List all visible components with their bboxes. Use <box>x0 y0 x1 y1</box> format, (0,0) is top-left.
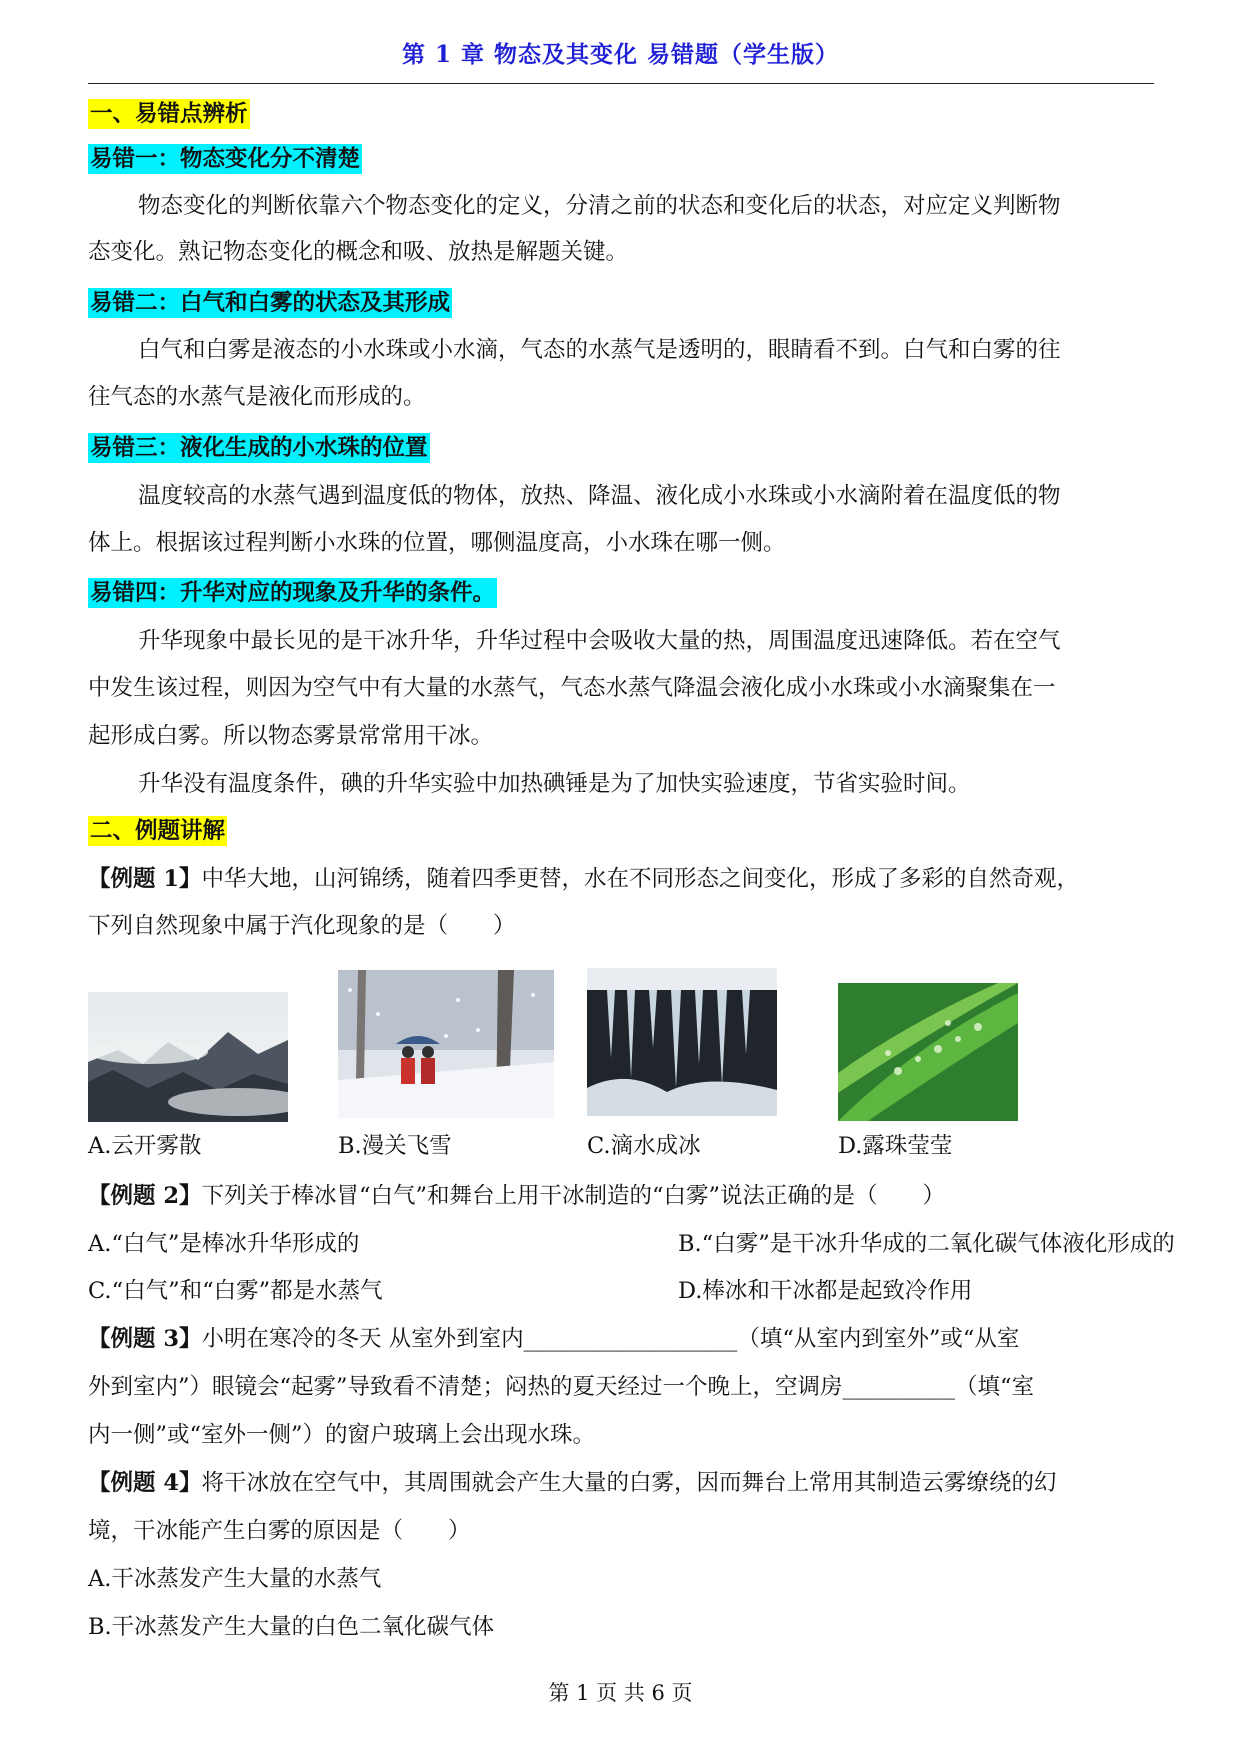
example-2-option-a: A.“白气”是棒冰升华形成的 <box>88 1231 360 1257</box>
point-1-text: 态变化。熟记物态变化的概念和吸、放热是解题关键。 <box>88 239 629 265</box>
page-footer: 第 1 页 共 6 页 <box>548 1681 693 1705</box>
example-1-option-b: B.漫关飞雪 <box>338 1133 452 1159</box>
example-2-option-b: B.“白雾”是干冰升华成的二氧化碳气体液化形成的 <box>678 1231 1175 1257</box>
point-2-text: 白气和白雾是液态的小水珠或小水滴，气态的水蒸气是透明的，眼睛看不到。白气和白雾的往 <box>138 337 1061 363</box>
point-2-text: 往气态的水蒸气是液化而形成的。 <box>88 384 426 410</box>
example-2-options-row <box>88 1228 1175 1260</box>
dewdrop-leaf-image <box>838 978 1018 1126</box>
point-3-text: 体上。根据该过程判断小水珠的位置，哪侧温度高，小水珠在哪一侧。 <box>88 530 786 556</box>
example-1-option-a: A.云开雾散 <box>88 1133 202 1159</box>
point-4-text: 起形成白雾。所以物态雾景常常用干冰。 <box>88 723 494 749</box>
point-1-text: 物态变化的判断依靠六个物态变化的定义，分清之前的状态和变化后的状态，对应定义判断物 <box>138 193 1061 219</box>
section-title-1: 一、易错点辨析 <box>90 101 248 127</box>
example-3-stem: 外到室内”）眼镜会“起雾”导致看不清楚；闷热的夏天经过一个晚上，空调房__________（填“室 <box>88 1374 1035 1400</box>
example-1-stem: 【例题 1】中华大地，山河锦绣，随着四季更替，水在不同形态之间变化，形成了多彩的自然奇观， <box>88 866 1080 892</box>
example-1-stem: 下列自然现象中属于汽化现象的是（ ） <box>88 913 516 939</box>
point-3-text: 温度较高的水蒸气遇到温度低的物体，放热、降温、液化成小水珠或小水滴附着在温度低的物 <box>138 483 1061 509</box>
example-2-stem: 【例题 2】下列关于棒冰冒“白气”和舞台上用干冰制造的“白雾”说法正确的是（ ） <box>88 1183 946 1209</box>
header-rule <box>88 83 1154 84</box>
cloud-mountain-image <box>88 983 288 1131</box>
point-4-text: 中发生该过程，则因为空气中有大量的水蒸气，气态水蒸气降温会液化成小水珠或小水滴聚集在一 <box>88 675 1056 701</box>
point-4-text: 升华现象中最长见的是干冰升华，升华过程中会吸收大量的热，周围温度迅速降低。若在空气 <box>138 628 1061 654</box>
example-3-stem: 内一侧”或“室外一侧”）的窗户玻璃上会出现水珠。 <box>88 1422 596 1448</box>
example-4-option-b: B.干冰蒸发产生大量的白色二氧化碳气体 <box>88 1614 495 1640</box>
example-4-stem: 境，干冰能产生白雾的原因是（ ） <box>88 1518 471 1544</box>
point-4-text: 升华没有温度条件，碘的升华实验中加热碘锤是为了加快实验速度，节省实验时间。 <box>138 771 971 797</box>
example-1-option-d: D.露珠莹莹 <box>838 1133 953 1159</box>
point-2-title: 易错二：白气和白雾的状态及其形成 <box>90 290 451 316</box>
page-header: 第 1 章 物态及其变化 易错题（学生版） <box>401 41 840 68</box>
point-4-title: 易错四：升华对应的现象及升华的条件。 <box>90 580 496 606</box>
point-3-title: 易错三：液化生成的小水珠的位置 <box>90 435 428 461</box>
example-2-options-row <box>88 1275 1154 1307</box>
example-4-stem: 【例题 4】将干冰放在空气中，其周围就会产生大量的白雾，因而舞台上常用其制造云雾缭绕的幻 <box>88 1470 1057 1496</box>
example-2-option-c: C.“白气”和“白雾”都是水蒸气 <box>88 1278 383 1304</box>
example-1-option-c: C.滴水成冰 <box>587 1133 701 1159</box>
icicle-image <box>587 968 777 1116</box>
example-2-option-d: D.棒冰和干冰都是起致冷作用 <box>678 1278 973 1304</box>
section-title-2: 二、例题讲解 <box>90 818 226 844</box>
point-1-title: 易错一：物态变化分不清楚 <box>90 146 361 172</box>
example-3-stem: 【例题 3】小明在寒冷的冬天 从室外到室内___________________（填“从室内到室外”或“从室 <box>88 1326 1020 1352</box>
snow-walk-image <box>338 970 554 1118</box>
example-4-option-a: A.干冰蒸发产生大量的水蒸气 <box>88 1566 382 1592</box>
